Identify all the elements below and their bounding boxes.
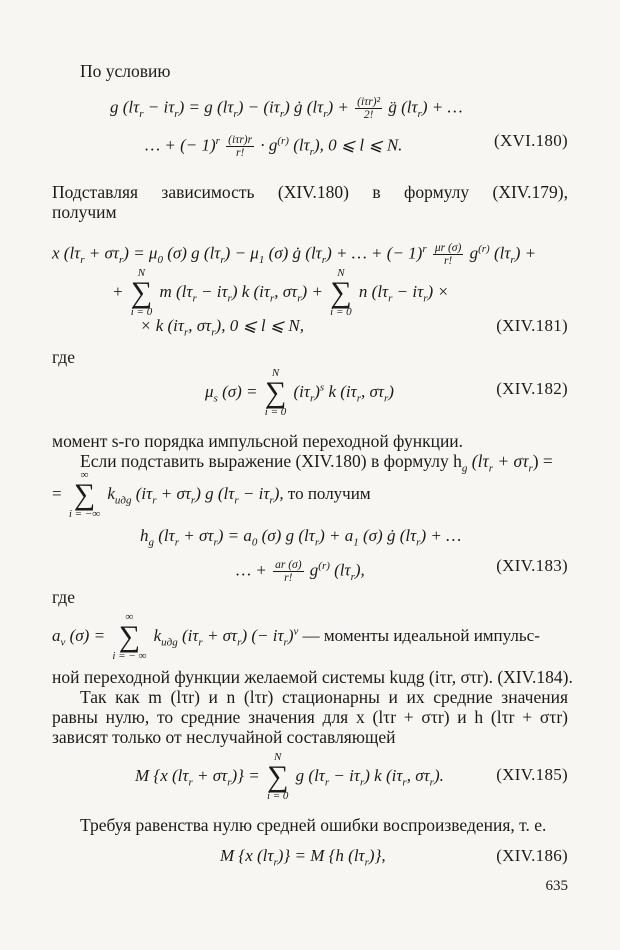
summation-sign: N ∑ i = 0 xyxy=(130,267,153,318)
fraction: $\frac{\text{(iτr)²}}{2!}$ xyxy=(357,96,381,121)
where-label: где xyxy=(52,347,75,367)
summation-sign: N ∑ i = 0 xyxy=(264,367,287,418)
equation-180-line-1: g $(l\tau_r - i\tau_r) = g$ $(l\tau_r) - (i\tau_r)$ ġ $(l\tau_r)$ + $\frac{\text{(iτr)²}}{2!}$ g̈ $(l\tau_r)$ + … xyxy=(110,96,463,121)
equation-186: M {x $(l\tau_r)\} = M$ {h $(l\tau_r)$}, xyxy=(220,846,386,869)
paragraph-line: ной переходной функции желаемой системы kuдg (iτr, στr). (XIV.184). xyxy=(52,667,573,687)
paragraph-line: равны нулю, то средние значения для x (lτr + στr) и h (lτr + στr) xyxy=(52,707,568,727)
equation-181-line-3: × k ($i\tau_r$, $\sigma\tau_r$), 0 ⩽ l ⩽ N, xyxy=(140,316,304,339)
equation-185: M {x $(l\tau_r + \sigma\tau_r)$} = N ∑ i = 0 g $(l\tau_r - i\tau_r)$ k ($i\tau_r$, $\sigma\tau_r$). xyxy=(135,751,444,802)
summation-sign: N ∑ i = 0 xyxy=(266,751,289,802)
paragraph-po-usloviyu: По условию xyxy=(80,61,171,81)
paragraph-line: Подставляя зависимость (XIV.180) в формулу (XIV.179), xyxy=(52,182,568,202)
equation-number: (XIV.185) xyxy=(496,765,568,784)
paragraph-line: зависят только от неслучайной составляющей xyxy=(52,727,396,747)
equation-number: (XIV.183) xyxy=(496,556,568,575)
summation-sign: N ∑ i = 0 xyxy=(330,267,352,318)
fraction: $\frac{\text{(iτr)r}}{r!}$ xyxy=(228,134,253,160)
equation-kuidg-sum-line: = ∞ ∑ i = −∞ $k_{uдg}$ $(i\tau_r + \sigma\tau_r)$ g $(l\tau_r - i\tau_r)$, то получим xyxy=(52,469,371,520)
summation-sign: ∞ ∑ i = −∞ xyxy=(68,469,101,520)
equation-number: (XIV.186) xyxy=(496,846,568,865)
equation-180-line-2: … + (− 1)$^r$ $\frac{\text{(iτr)r}}{r!}$ · $g^{(r)}$ $(l\tau_r)$, 0 ⩽ l ⩽ N. xyxy=(145,134,403,160)
paragraph-line: Так как m (lτr) и n (lτr) стационарны и их средние значения xyxy=(80,687,568,707)
equation-number: (XIV.182) xyxy=(496,379,568,398)
paragraph-line: момент s-го порядка импульсной переходной функции. xyxy=(52,431,464,451)
page-number: 635 xyxy=(545,878,568,894)
fraction: $\frac{\mu r (\sigma)}{r!}$ xyxy=(434,242,462,268)
equation-181-line-1: x $(l\tau_r + \sigma\tau_r) = \mu_0$ (σ) g $(l\tau_r) - \mu_1$ (σ) ġ $(l\tau_r)$ + … + (− 1)$^r$ $\frac{\mu r (\sigma)}{r!}$ $g^{(r)}$ $(l\tau_r)$ + xyxy=(52,242,537,268)
where-label: где xyxy=(52,587,75,607)
paragraph-line: получим xyxy=(52,202,117,222)
equation-number: (XVI.180) xyxy=(494,131,568,150)
equation-number: (XIV.181) xyxy=(496,316,568,335)
equation-183-line-1: $h_g$ $(l\tau_r + \sigma\tau_r) = a_0$ (σ) g $(l\tau_r) + a_1$ (σ) ġ $(l\tau_r)$ + … xyxy=(140,526,462,549)
paragraph-line: Требуя равенства нулю средней ошибки воспроизведения, т. е. xyxy=(80,815,547,835)
equation-181-line-2: + N ∑ i = 0 m $(l\tau_r - i\tau_r)$ k ($i\tau_r$, $\sigma\tau_r$) + N ∑ i = 0 n $(l\tau_r - i\tau_r)$ × xyxy=(112,267,449,318)
equation-183-line-2: … + $\frac{ar (\sigma)}{r!}$ $g^{(r)}$ $(l\tau_r)$, xyxy=(236,559,365,585)
equation-moments-definition: $a_\nu$ (σ) = ∞ ∑ i = − ∞ $k_{uдg}$ $(i\tau_r + \sigma\tau_r)$ (− $i\tau_r)^\nu$ — моменты идеальной импульс- xyxy=(52,611,540,662)
summation-sign: ∞ ∑ i = − ∞ xyxy=(112,611,147,662)
equation-182: $\mu_s$ (σ) = N ∑ i = 0 $(i\tau_r)^s$ k ($i\tau_r$, $\sigma\tau_r$) xyxy=(205,367,394,418)
fraction: $\frac{ar (\sigma)}{r!}$ xyxy=(275,559,302,585)
paragraph-line: Если подставить выражение (XIV.180) в формулу $h_g$ $(l\tau_r + \sigma\tau_r)$ = xyxy=(80,451,553,475)
